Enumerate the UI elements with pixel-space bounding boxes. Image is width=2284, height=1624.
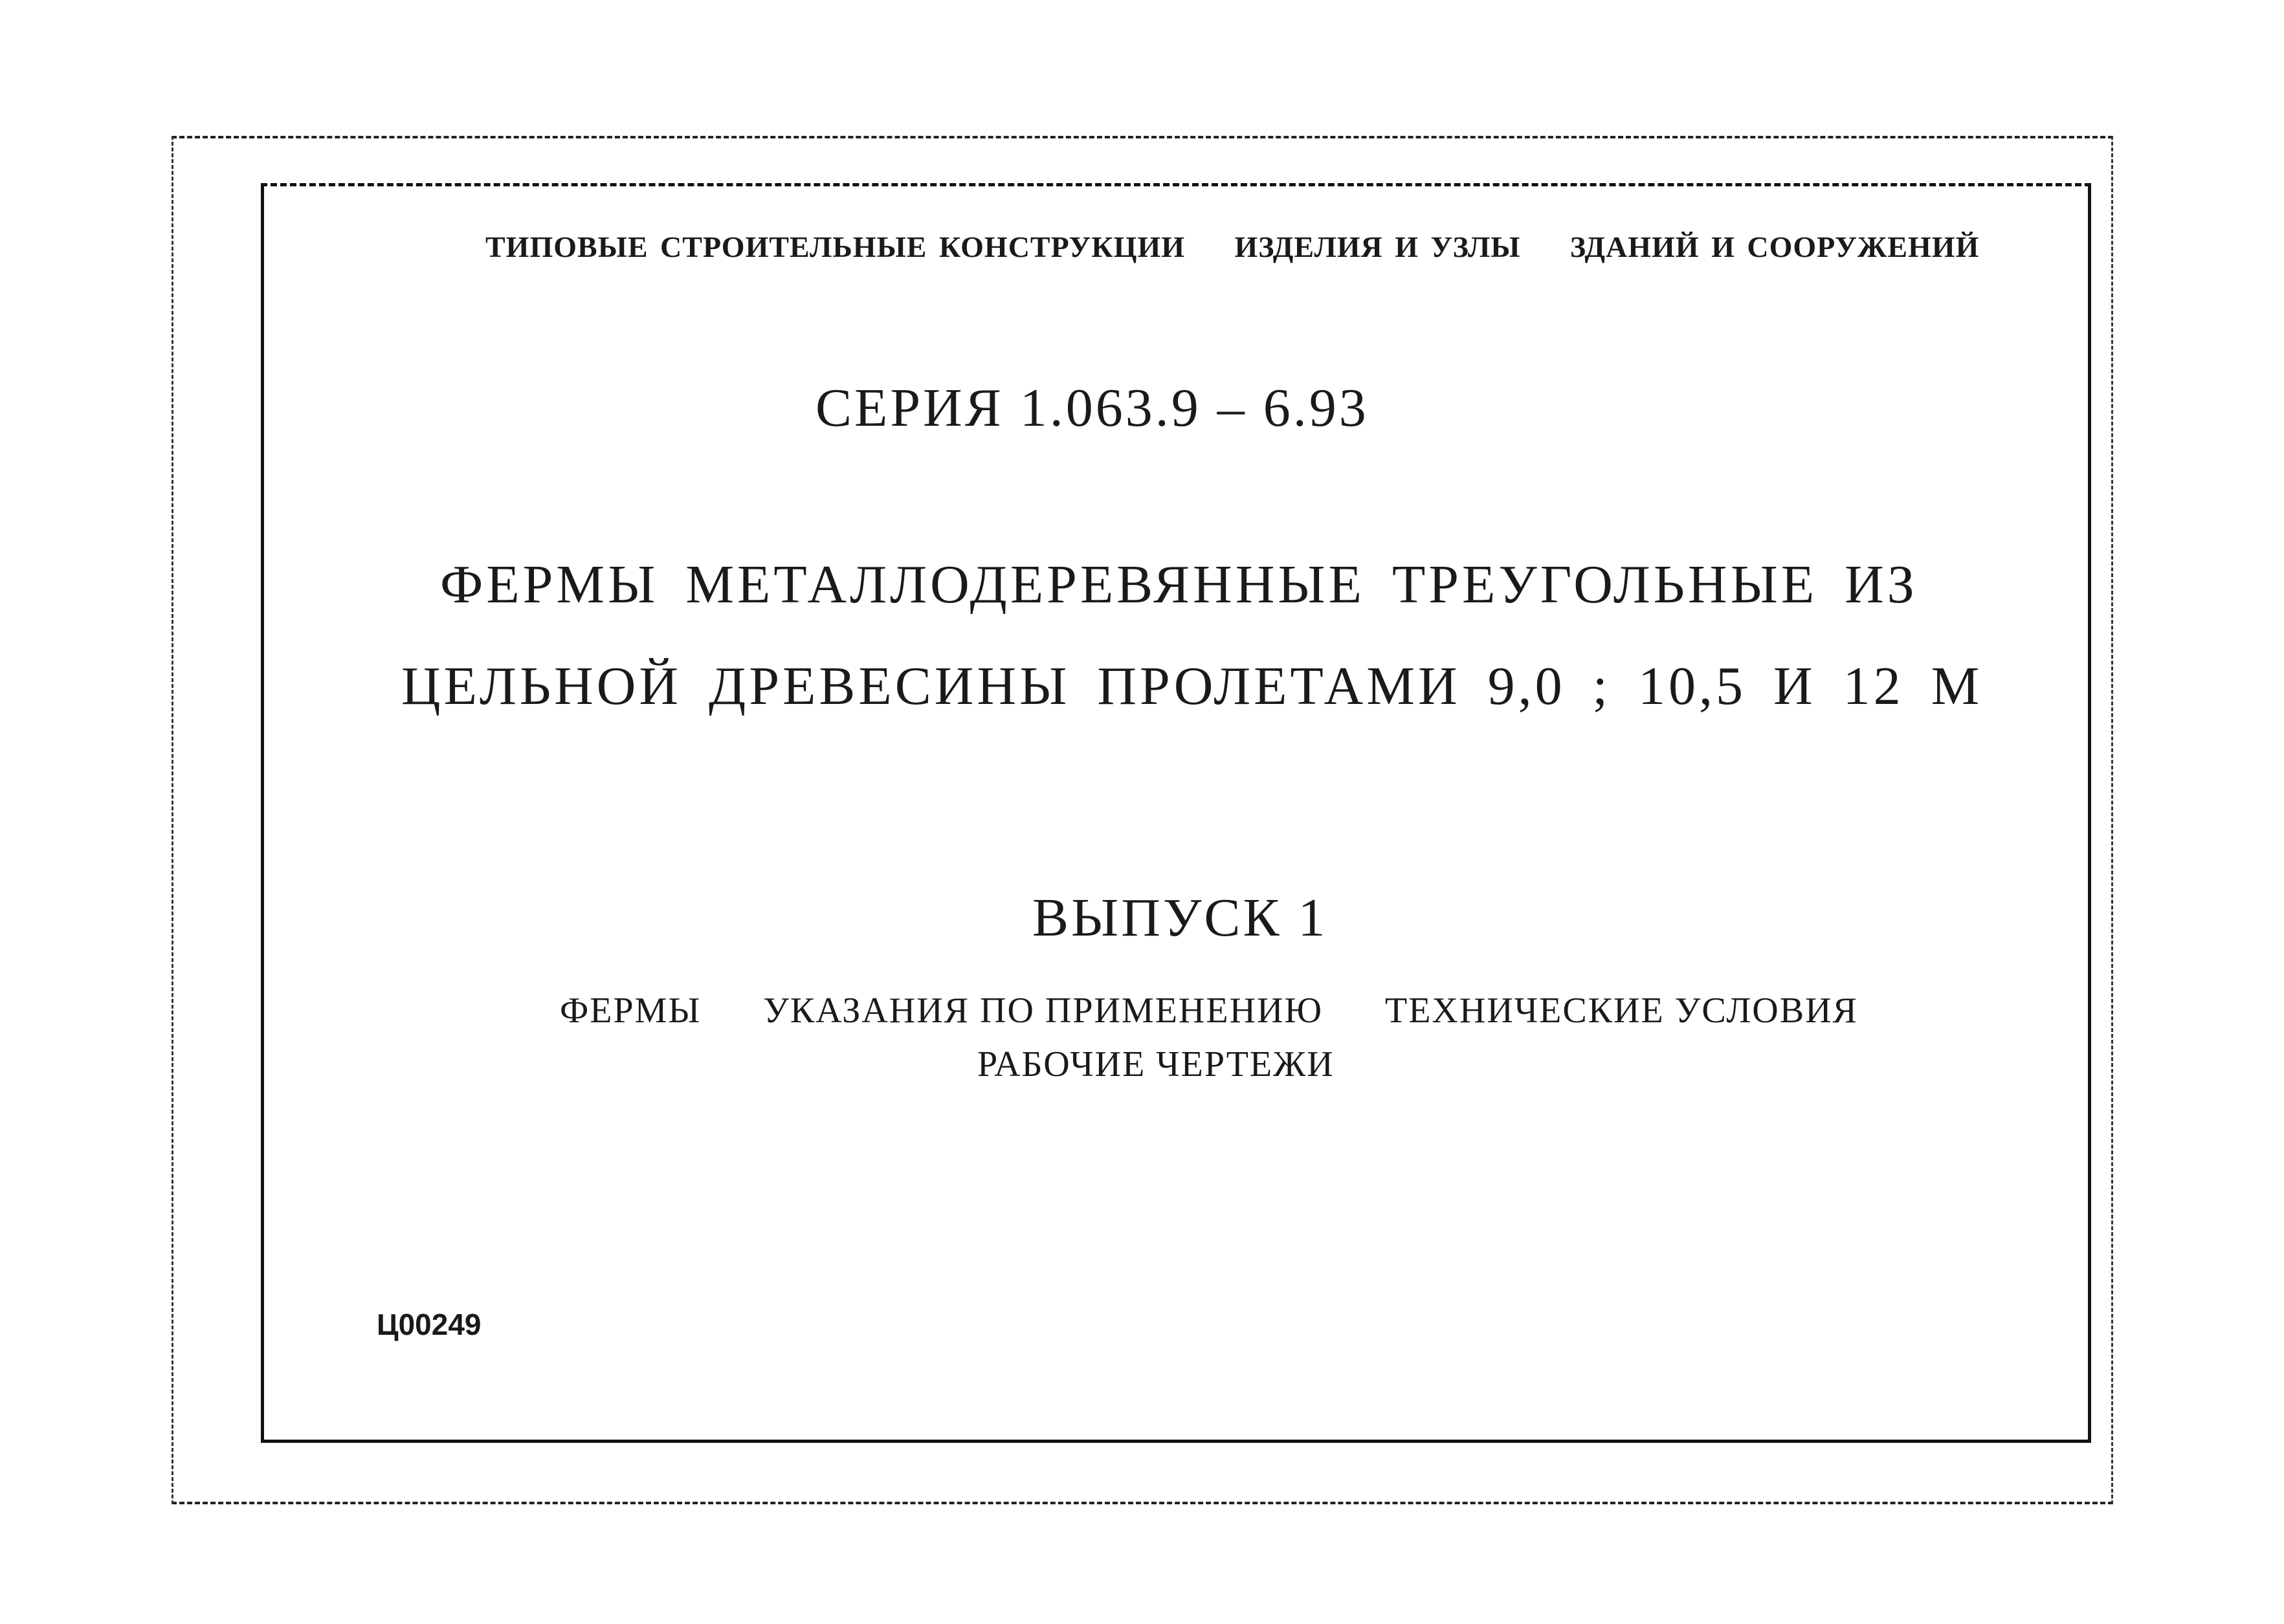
contents-item-2: УКАЗАНИЯ ПО ПРИМЕНЕНИЮ bbox=[763, 991, 1324, 1031]
contents-item-3: ТЕХНИЧЕСКИЕ УСЛОВИЯ bbox=[1385, 991, 1858, 1031]
header-part-3: ЗДАНИЙ И СООРУЖЕНИЙ bbox=[1569, 230, 1980, 263]
inner-border-frame bbox=[261, 183, 2091, 1443]
document-code: Ц00249 bbox=[377, 1308, 482, 1341]
header-line bbox=[485, 230, 1980, 264]
contents-line-1 bbox=[560, 990, 1858, 1031]
contents-item-1: ФЕРМЫ bbox=[560, 991, 702, 1031]
header-part-1: ТИПОВЫЕ СТРОИТЕЛЬНЫЕ КОНСТРУКЦИИ bbox=[485, 230, 1185, 263]
title-line-2: ЦЕЛЬНОЙ ДРЕВЕСИНЫ ПРОЛЕТАМИ 9,0 ; 10,5 И 12 М bbox=[401, 656, 1983, 716]
series-number: СЕРИЯ 1.063.9 – 6.93 bbox=[815, 378, 1369, 438]
header-part-2: ИЗДЕЛИЯ И УЗЛЫ bbox=[1234, 230, 1521, 263]
title-line-1: ФЕРМЫ МЕТАЛЛОДЕРЕВЯННЫЕ ТРЕУГОЛЬНЫЕ ИЗ bbox=[440, 554, 1918, 615]
issue-number: ВЫПУСК 1 bbox=[1032, 888, 1328, 948]
contents-item-4: РАБОЧИЕ ЧЕРТЕЖИ bbox=[977, 1044, 1335, 1084]
contents-line-2 bbox=[977, 1044, 1430, 1085]
